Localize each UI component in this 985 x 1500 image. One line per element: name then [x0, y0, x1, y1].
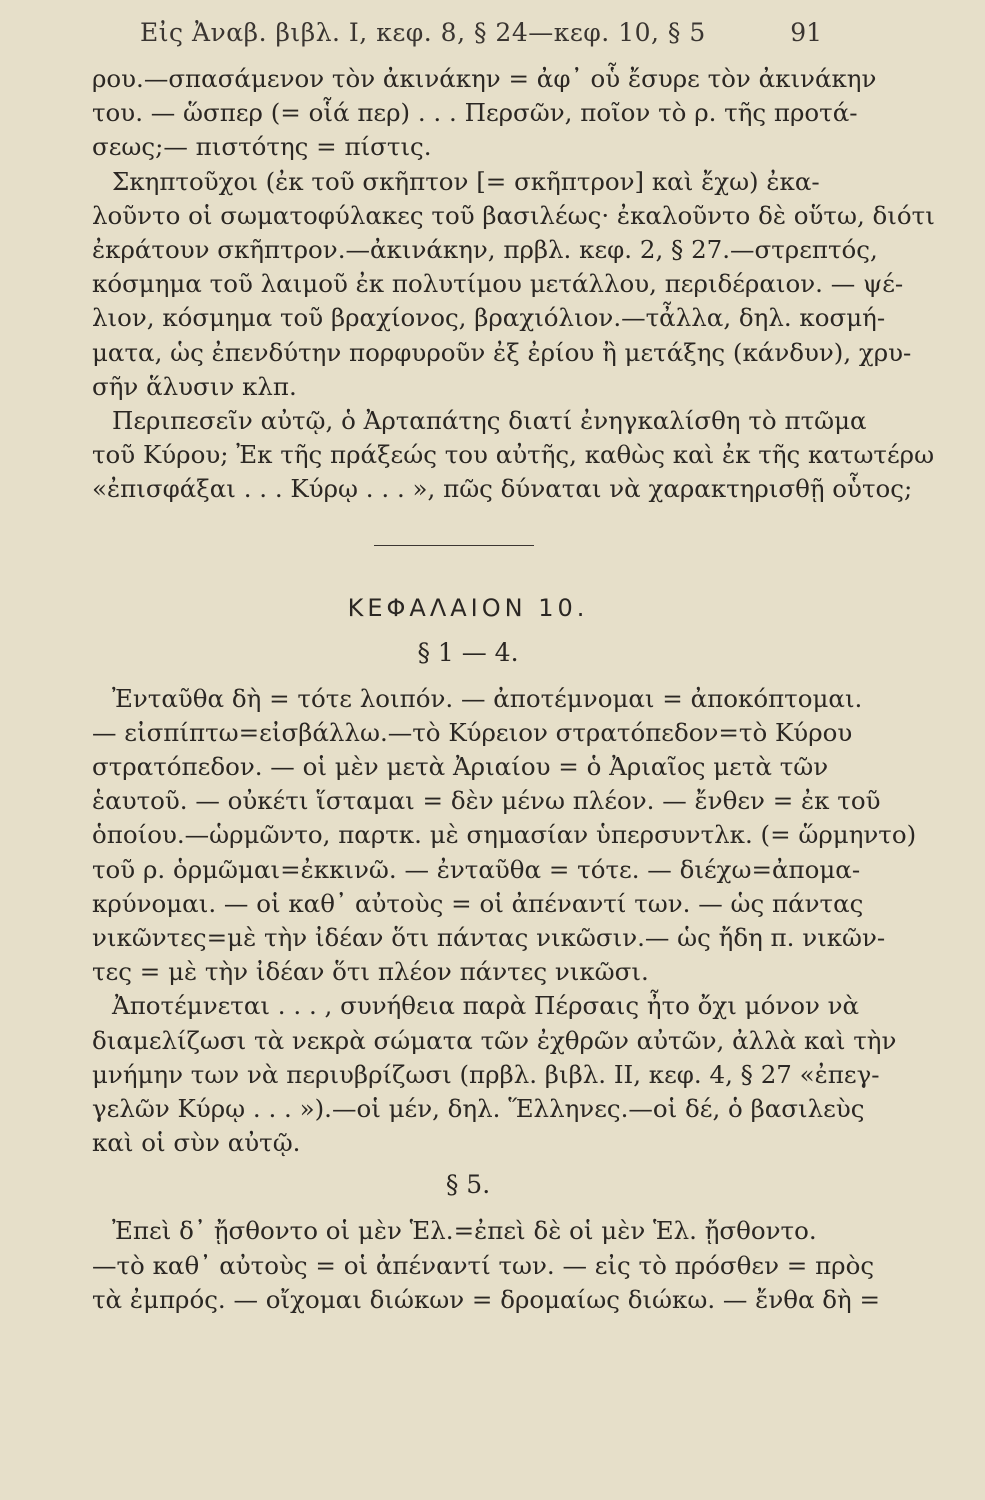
section-divider	[374, 545, 534, 546]
commentary-paragraph-4	[92, 682, 917, 990]
commentary-paragraph-1	[92, 62, 877, 165]
text-line: μνήμην των νὰ περιυβρίζωσι (πρβλ. βιβλ. II, κεφ. 4, § 27 «ἐπεγ-	[92, 1059, 880, 1089]
page-number: 91	[790, 18, 822, 47]
text-line: κόσμημα τοῦ λαιμοῦ ἐκ πολυτίμου μετάλλου, περιδέραιον. — ψέ-	[92, 269, 904, 299]
text-line: Ἐνταῦθα δὴ = τότε λοιπόν. — ἀποτέμνομαι = ἀποκόπτομαι.	[112, 683, 863, 713]
running-header	[92, 18, 844, 62]
text-line: λοῦντο οἱ σωματοφύλακες τοῦ βασιλέως· ἐκαλοῦντο δὲ οὕτω, διότι	[92, 200, 935, 230]
section-heading: § 5.	[445, 1170, 491, 1200]
commentary-paragraph-5	[92, 989, 897, 1160]
book-page	[92, 18, 935, 1317]
text-line: σῆν ἅλυσιν κλπ.	[92, 371, 297, 401]
text-line: του. — ὥσπερ (= οἷά περ) . . . Περσῶν, ποῖον τὸ ρ. τῆς προτά-	[92, 98, 858, 128]
text-line: τὰ ἐμπρός. — οἴχομαι διώκων = δρομαίως διώκω. — ἔνθα δὴ =	[92, 1284, 881, 1314]
text-line: νικῶντες=μὲ τὴν ἰδέαν ὅτι πάντας νικῶσιν.— ὡς ἤδη π. νικῶν-	[92, 923, 886, 953]
text-line: ρου.—σπασάμενον τὸν ἀκινάκην = ἀφ᾽ οὗ ἔσυρε τὸν ἀκινάκην	[92, 64, 877, 93]
commentary-paragraph-2	[92, 165, 935, 404]
text-line: τοῦ Κύρου; Ἐκ τῆς πράξεώς του αὐτῆς, καθὼς καὶ ἐκ τῆς κατωτέρω	[92, 440, 935, 470]
text-line: ἐκράτουν σκῆπτρον.—ἀκινάκην, πρβλ. κεφ. 2, § 27.—στρεπτός,	[92, 235, 878, 265]
text-line: «ἐπισφάξαι . . . Κύρῳ . . . », πῶς δύναται νὰ χαρακτηρισθῇ οὗτος;	[92, 474, 913, 504]
section-heading: § 1 — 4.	[417, 637, 519, 667]
text-line: Σκηπτοῦχοι (ἐκ τοῦ σκῆπτον [= σκῆπτρον] καὶ ἔχω) ἐκα-	[112, 166, 820, 196]
commentary-paragraph-6	[92, 1214, 881, 1317]
text-line: κρύνομαι. — οἱ καθ᾽ αὐτοὺς = οἱ ἀπέναντί των. — ὡς πάντας	[92, 888, 864, 918]
commentary-paragraph-3	[92, 404, 935, 507]
text-line: τοῦ ρ. ὁρμῶμαι=ἐκκινῶ. — ἐνταῦθα = τότε. — διέχω=ἀπομα-	[92, 854, 861, 884]
text-line: Ἐπεὶ δ᾽ ᾔσθοντο οἱ μὲν Ἑλ.=ἐπεὶ δὲ οἱ μὲν Ἑλ. ᾔσθοντο.	[112, 1216, 817, 1246]
text-line: σεως;— πιστότης = πίστις.	[92, 132, 432, 162]
text-line: στρατόπεδον. — οἱ μὲν μετὰ Ἀριαίου = ὁ Ἀριαῖος μετὰ τῶν	[92, 752, 829, 782]
text-line: ἑαυτοῦ. — οὐκέτι ἵσταμαι = δὲν μένω πλέον. — ἔνθεν = ἐκ τοῦ	[92, 786, 881, 816]
header-title: Εἰς Ἀναβ. βιβλ. I, κεφ. 8, § 24—κεφ. 10, § 5	[140, 18, 706, 47]
text-line: λιον, κόσμημα τοῦ βραχίονος, βραχιόλιον.—τἆλλα, δηλ. κοσμή-	[92, 303, 886, 333]
text-line: — εἰσπίπτω=εἰσβάλλω.—τὸ Κύρειον στρατόπεδον=τὸ Κύρου	[92, 717, 853, 747]
text-line: καὶ οἱ σὺν αὐτῷ.	[92, 1128, 301, 1158]
text-line: ὁποίου.—ὡρμῶντο, παρτκ. μὲ σημασίαν ὑπερσυντλκ. (= ὥρμηντο)	[92, 820, 917, 850]
text-line: τες = μὲ τὴν ἰδέαν ὅτι πλέον πάντες νικῶσι.	[92, 957, 649, 987]
text-line: Ἀποτέμνεται . . . , συνήθεια παρὰ Πέρσαις ἦτο ὄχι μόνον νὰ	[112, 991, 860, 1021]
text-line: ματα, ὡς ἐπενδύτην πορφυροῦν ἐξ ἐρίου ἢ μετάξης (κάνδυν), χρυ-	[92, 337, 912, 367]
text-line: γελῶν Κύρῳ . . . »).—οἱ μέν, δηλ. Ἕλληνες.—οἱ δέ, ὁ βασιλεὺς	[92, 1094, 865, 1124]
text-line: Περιπεσεῖν αὐτῷ, ὁ Ἀρταπάτης διατί ἐνηγκαλίσθη τὸ πτῶμα	[112, 406, 867, 436]
text-line: —τὸ καθ᾽ αὐτοὺς = οἱ ἀπέναντί των. — εἰς τὸ πρόσθεν = πρὸς	[92, 1250, 875, 1280]
text-line: διαμελίζωσι τὰ νεκρὰ σώματα τῶν ἐχθρῶν αὐτῶν, ἀλλὰ καὶ τὴν	[92, 1025, 897, 1055]
chapter-heading: ΚΕΦΑΛΑΙΟΝ 10.	[347, 593, 589, 622]
